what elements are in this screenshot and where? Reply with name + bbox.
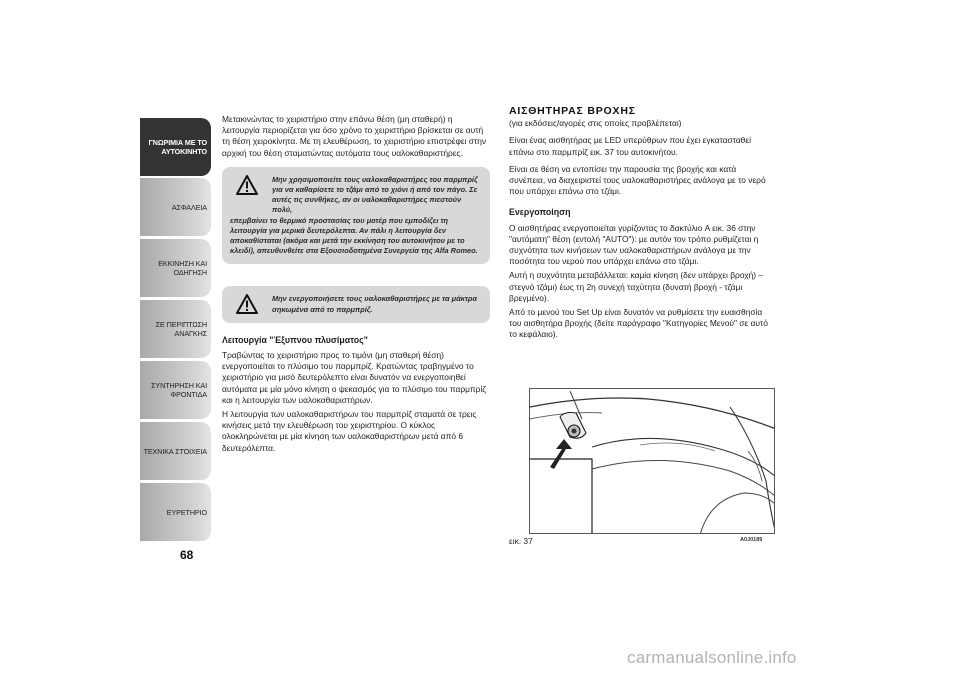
paragraph: Τραβώντας το χειριστήριο προς το τιμόνι (μη σταθερή θέση) ενεργοποιείται το πλύσιμο του παρμπρίζ. Κρατώντας τραβηγμένο το χειριστήριο για μισό δευτερόλεπτο είναι δυνατόν να ενεργοποιηθεί αυτόματα με μία μόνο κίνηση ο ψεκασμός για το πλύσιμο του παρμπρίζ και η λειτουργία των υαλοκαθαριστήρων. <box>222 350 487 405</box>
right-column <box>509 106 774 344</box>
warning-box <box>222 167 490 265</box>
section-subheading: Ενεργοποίηση <box>509 207 571 218</box>
paragraph: Είναι σε θέση να εντοπίσει την παρουσία της βροχής και κατά συνέπεια, να διαχειριστεί τους υαλοκαθαριστήρες ανάλογα με το νερό που υπάρχει επάνω στο τζάμι. <box>509 163 766 197</box>
paragraph: Ο αισθητήρας ενεργοποιείται γυρίζοντας το δακτύλιο A εικ. 36 στην "αυτόματη" θέση (εντολή "AUTO"): με αυτόν τον τρόπο ρυθμίζεται η συχνότητα των κινήσεων των υαλοκαθαριστήρων ανάλογα με την ποσότητα του νερού που υπάρχει επάνω στο τζάμι. <box>509 222 759 267</box>
section-subtitle: (για εκδόσεις/αγορές στις οποίες προβλέπεται) <box>509 118 682 129</box>
page-number: 68 <box>180 548 194 562</box>
section-title: ΑΙΣΘΗΤΗΡΑΣ ΒΡΟΧΗΣ <box>509 105 636 117</box>
paragraph: Η λειτουργία των υαλοκαθαριστήρων του παρμπρίζ σταματά σε τρεις κινήσεις μετά την ελευθέρωση του χειριστηρίου. Ο κύκλος ολοκληρώνεται με μία κίνηση των υαλοκαθαριστήρων μετά από 6 δευτερόλεπτα. <box>222 409 477 453</box>
paragraph: Είναι ένας αισθητήρας με LED υπερύθρων που έχει εγκατασταθεί επάνω στο παρμπρίζ εικ. 37 του αυτοκινήτου. <box>509 135 751 157</box>
tab-maintenance[interactable]: ΣΥΝΤΗΡΗΣΗ ΚΑΙ ΦΡΟΝΤΙΔΑ <box>140 361 211 419</box>
watermark: carmanualsonline.info <box>627 648 797 667</box>
warning-text: επεμβαίνει το θερμικό προστασίας του μοτέρ που εμποδίζει τη λειτουργία για μερικά δευτερόλεπτα. Αν πάλι η λειτουργία δεν αποκαθίσταται (ακόμα και μετά την εκκίνηση του αυτοκινήτου με το κλειδί), απευθυνθείτε στα Εξουσιοδοτημένα Συνεργεία της Alfa Romeo. <box>230 215 478 256</box>
paragraph: Μετακινώντας το χειριστήριο στην επάνω θέση (μη σταθερή) η λειτουργία περιορίζεται για όσο χρόνο το χειριστήριο βρίσκεται σε αυτή τη θέση χειροκίνητα. Με τη ελευθέρωση, το χειριστήριο επιστρέφει στην αρχική του θέση σταματώντας αυτόματα τους υαλοκαθαριστήρες. <box>222 114 487 158</box>
warning-box <box>222 286 490 322</box>
figure-code: A0J0189 <box>740 537 763 543</box>
tab-safety[interactable]: ΑΣΦΑΛΕΙΑ <box>140 178 211 236</box>
section-subheading: Λειτουργία "Έξυπνου πλυσίματος" <box>222 334 368 345</box>
warning-triangle-icon <box>236 294 258 314</box>
warning-triangle-icon <box>236 175 258 195</box>
tab-getting-to-know[interactable]: ΓΝΩΡΙΜΙΑ ΜΕ ΤΟ ΑΥΤΟΚΙΝΗΤΟ <box>140 118 211 176</box>
windshield-illustration <box>530 389 775 534</box>
paragraph: Από το μενού του Set Up είναι δυνατόν να ρυθμίσετε την ευαισθησία του αισθητήρα βροχής (δείτε παράγραφο "Κατηγορίες Μενού" σε αυτό το κεφάλαιο). <box>509 307 768 340</box>
tab-starting-driving[interactable]: ΕΚΚΙΝΗΣΗ ΚΑΙ ΟΔΗΓΗΣΗ <box>140 239 211 297</box>
figure-caption: εικ. 37 <box>509 536 533 546</box>
tab-emergency[interactable]: ΣΕ ΠΕΡΙΠΤΩΣΗ ΑΝΑΓΚΗΣ <box>140 300 211 358</box>
paragraph: Αυτή η συχνότητα μεταβάλλεται: καμία κίνηση (δεν υπάρχει βροχή) – στεγνό τζάμι) έως τη 2η συνεχή ταχύτητα (δυνατή βροχή - τζάμι βρεγμένο). <box>509 270 764 303</box>
warning-text: Μην ενεργοποιήσετε τους υαλοκαθαριστήρες με τα μάκτρα σηκωμένα από το παρμπρίζ. <box>272 294 477 314</box>
warning-text-intro: Μην χρησιμοποιείτε τους υαλοκαθαριστήρες του παρμπρίζ για να καθαρίσετε το τζάμι από το χιόνι ή από τον πάγο. Σε αυτές τις συνθήκες, αν οι υαλοκαθαριστήρες πιεστούν πολύ, <box>272 174 478 215</box>
figure-rain-sensor <box>529 388 775 534</box>
tab-index[interactable]: ΕΥΡΕΤΗΡΙΟ <box>140 483 211 541</box>
left-column <box>222 114 490 457</box>
tab-technical-data[interactable]: ΤΕΧΝΙΚΑ ΣΤΟΙΧΕΙΑ <box>140 422 211 480</box>
